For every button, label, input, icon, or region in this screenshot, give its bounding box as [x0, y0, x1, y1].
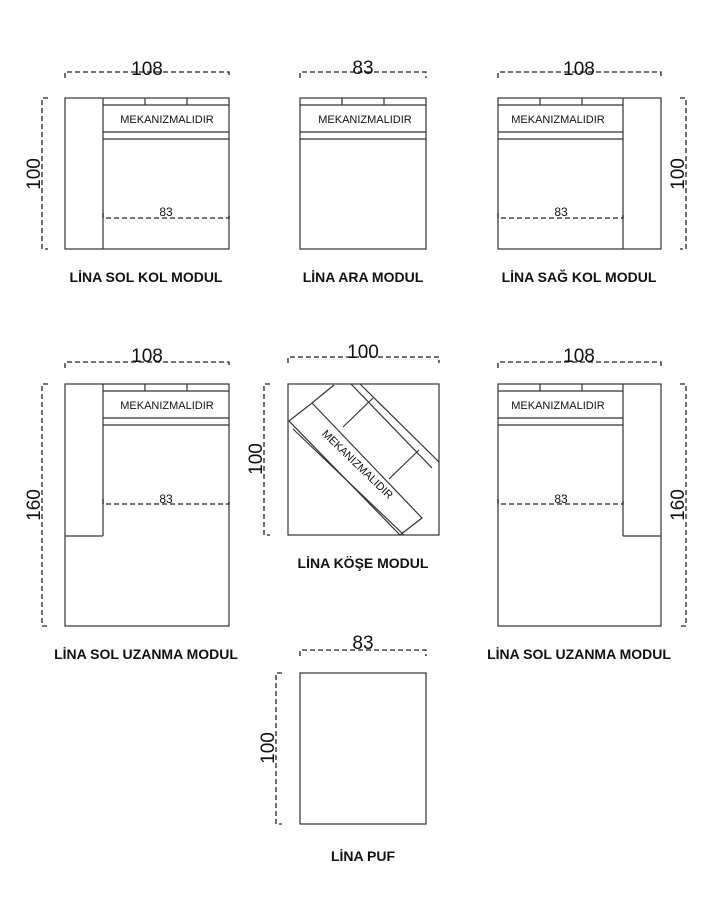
- inner-value: 83: [159, 205, 173, 219]
- width-value: 108: [131, 59, 163, 80]
- module-title: LİNA SOL KOL MODUL: [69, 269, 223, 285]
- inner-value: 83: [554, 492, 568, 506]
- module-outline: [498, 384, 661, 626]
- height-value: 100: [258, 732, 279, 764]
- module-kose: [246, 342, 439, 571]
- height-value: 100: [246, 443, 267, 475]
- module-sol-uzanma-right: [487, 346, 689, 662]
- module-title: LİNA PUF: [330, 848, 396, 864]
- module-outline: [65, 384, 229, 626]
- module-sag-kol: [498, 59, 689, 285]
- height-value: 100: [668, 158, 689, 190]
- inner-value: 83: [159, 492, 173, 506]
- module-sol-uzanma-left: [24, 346, 238, 662]
- height-value: 160: [24, 489, 45, 521]
- mechanism-label: MEKANIZMALIDIR: [318, 114, 412, 126]
- mechanism-label: MEKANIZMALIDIR: [319, 428, 395, 502]
- back-cushion-line: [312, 385, 334, 403]
- mechanism-label: MEKANIZMALIDIR: [511, 400, 605, 412]
- width-value: 83: [352, 633, 374, 654]
- back-cushion-line: [351, 384, 432, 468]
- mechanism-label: MEKANIZMALIDIR: [120, 114, 214, 126]
- module-title: LİNA ARA MODUL: [302, 269, 424, 285]
- module-title: LİNA KÖŞE MODUL: [297, 555, 429, 571]
- module-title: LİNA SOL UZANMA MODUL: [54, 646, 238, 662]
- back-cushion-line: [360, 384, 439, 462]
- module-title: LİNA SOL UZANMA MODUL: [487, 646, 671, 662]
- width-value: 83: [352, 58, 374, 79]
- width-value: 108: [131, 346, 163, 367]
- inner-value: 83: [554, 205, 568, 219]
- module-outline: [300, 673, 426, 824]
- cushion-seam: [343, 398, 373, 427]
- width-value: 108: [563, 59, 595, 80]
- mechanism-label: MEKANIZMALIDIR: [120, 400, 214, 412]
- height-value: 160: [668, 489, 689, 521]
- module-ara: [300, 58, 426, 285]
- mechanism-label: MEKANIZMALIDIR: [511, 114, 605, 126]
- module-puf: [258, 633, 426, 864]
- module-sol-kol: [24, 59, 229, 285]
- cushion-seam: [389, 450, 419, 479]
- width-value: 100: [347, 342, 379, 363]
- height-value: 100: [24, 158, 45, 190]
- width-value: 108: [563, 346, 595, 367]
- module-title: LİNA SAĞ KOL MODUL: [501, 269, 657, 285]
